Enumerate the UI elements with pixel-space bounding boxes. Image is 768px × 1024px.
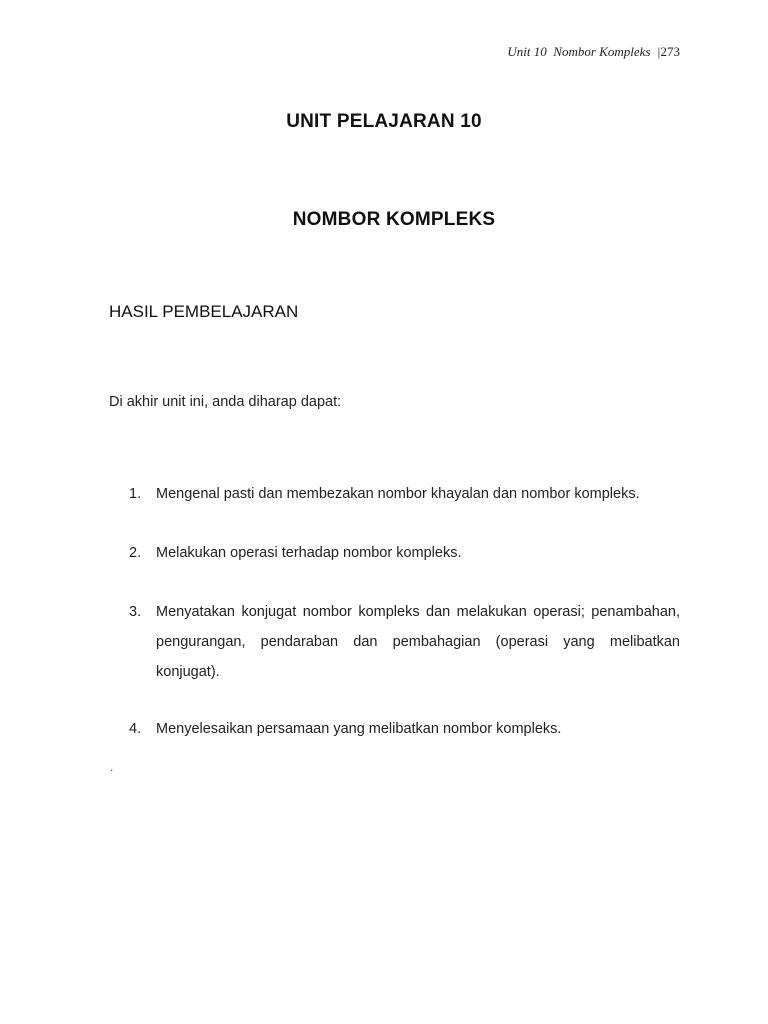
learning-outcomes-list bbox=[129, 479, 680, 744]
outcome-text: Melakukan operasi terhadap nombor kompleks. bbox=[156, 545, 462, 561]
learning-outcome-1 bbox=[129, 479, 680, 509]
running-header-title: Unit 10 Nombor Kompleks | bbox=[507, 44, 661, 59]
learning-outcome-2 bbox=[129, 538, 680, 568]
stray-mark: . bbox=[110, 760, 114, 774]
section-heading: HASIL PEMBELAJARAN bbox=[109, 302, 299, 321]
learning-outcome-3 bbox=[129, 597, 680, 687]
outcome-number: 3. bbox=[129, 604, 142, 620]
learning-outcome-4 bbox=[129, 714, 680, 744]
outcome-number: 4. bbox=[129, 721, 142, 737]
topic-title: NOMBOR KOMPLEKS bbox=[292, 209, 496, 230]
outcome-text: Mengenal pasti dan membezakan nombor khayalan dan nombor kompleks. bbox=[156, 486, 640, 502]
outcome-text: Menyelesaikan persamaan yang melibatkan nombor kompleks. bbox=[156, 721, 562, 737]
unit-title: UNIT PELAJARAN 10 bbox=[286, 111, 482, 132]
page-number: 273 bbox=[660, 44, 680, 59]
outcome-number: 1. bbox=[129, 486, 142, 502]
outcome-text: Menyatakan konjugat nombor kompleks dan melakukan operasi; penambahan, pengurangan, pendaraban dan pembahagian (operasi yang melibatkan konjugat). bbox=[156, 604, 680, 680]
outcome-number: 2. bbox=[129, 545, 142, 561]
intro-text: Di akhir unit ini, anda diharap dapat: bbox=[109, 394, 342, 410]
running-header bbox=[507, 44, 680, 60]
